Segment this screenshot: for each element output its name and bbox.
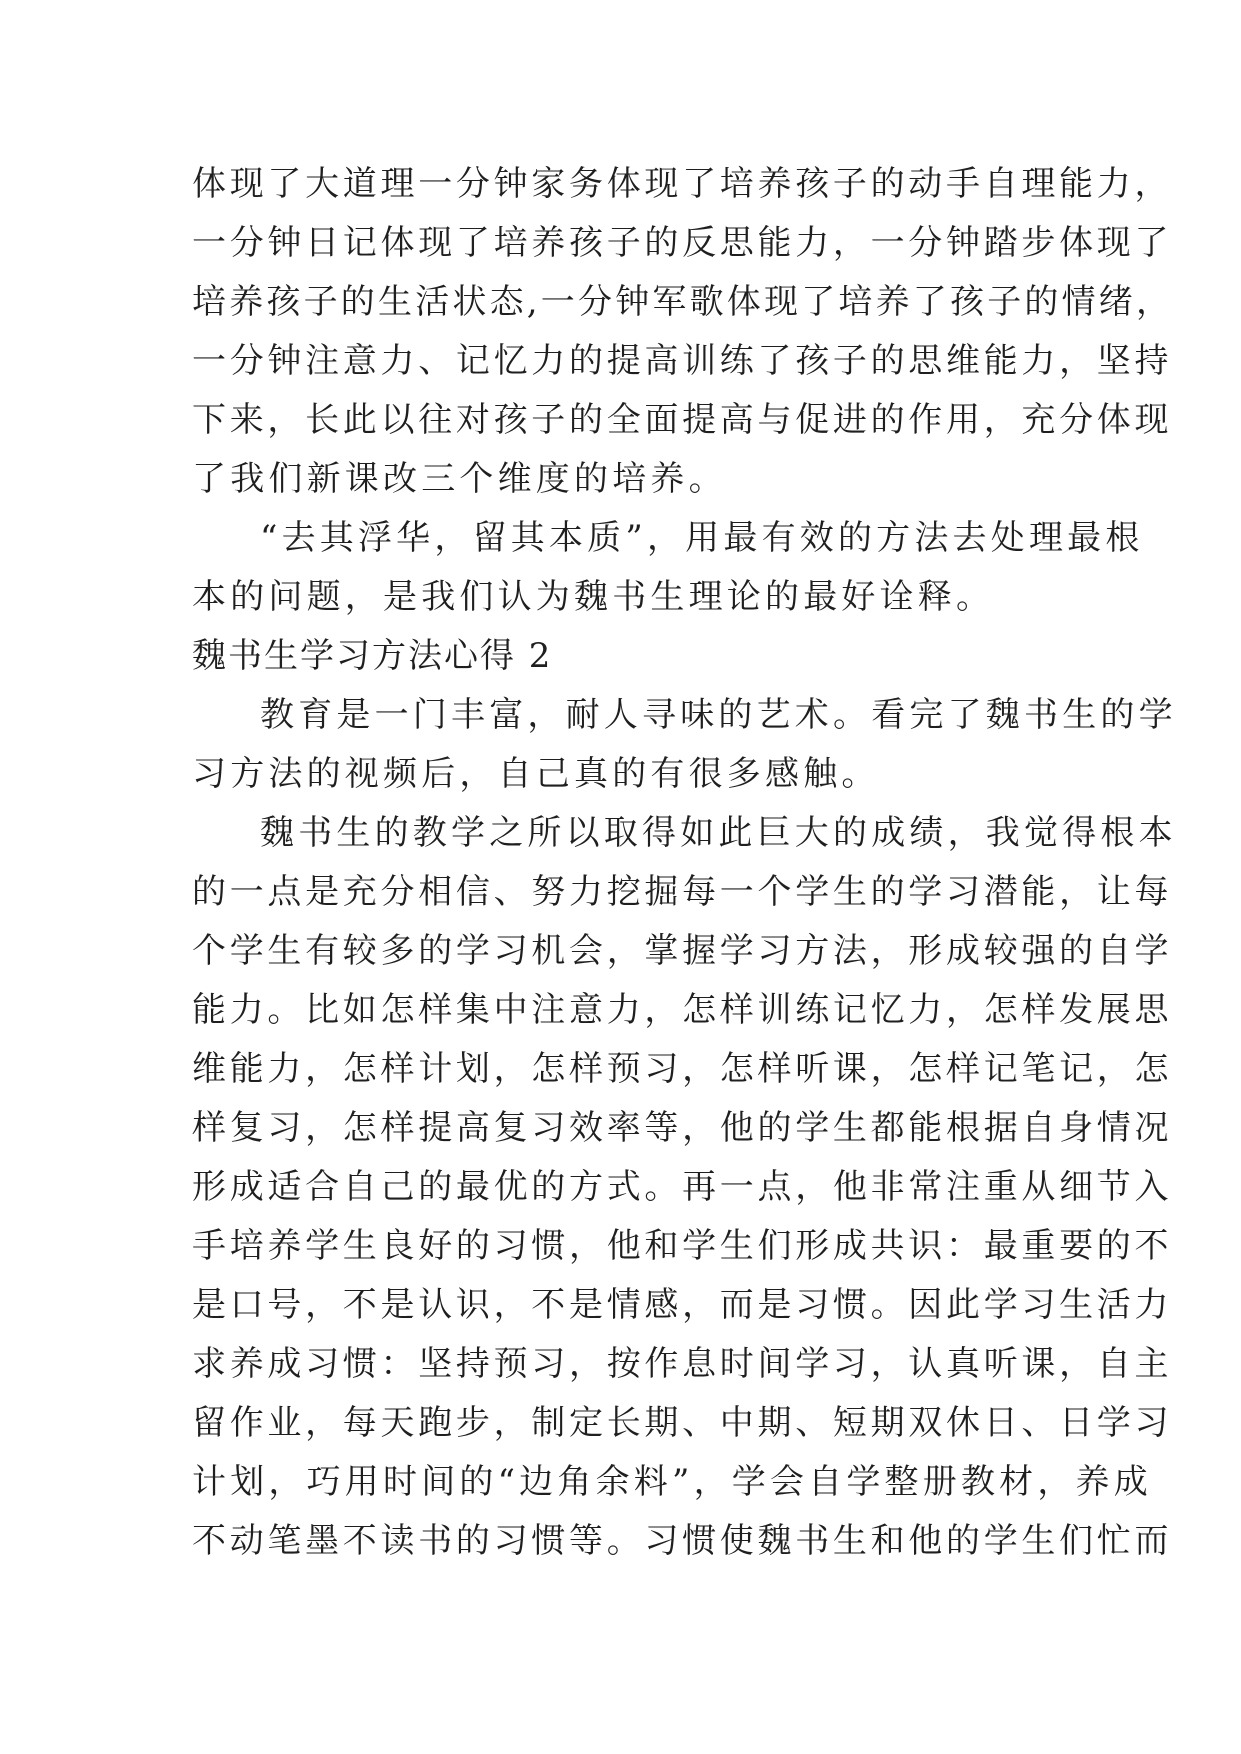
text-line: 能力。比如怎样集中注意力，怎样训练记忆力，怎样发展思 <box>192 990 1173 1030</box>
text-line: 体现了大道理一分钟家务体现了培养孩子的动手自理能力， <box>192 164 1173 204</box>
text-line: 本的问题，是我们认为魏书生理论的最好诠释。 <box>192 577 995 617</box>
text-line: 一分钟日记体现了培养孩子的反思能力，一分钟踏步体现了 <box>192 223 1173 263</box>
text-line: 魏书生的教学之所以取得如此巨大的成绩，我觉得根本 <box>260 813 1177 853</box>
text-line: 计划，巧用时间的“边角余料”，学会自学整册教材，养成 <box>192 1462 1152 1502</box>
text-line: 样复习，怎样提高复习效率等，他的学生都能根据自身情况 <box>192 1108 1173 1148</box>
text-line: 求养成习惯：坚持预习，按作息时间学习，认真听课，自主 <box>192 1344 1173 1384</box>
text-line: 不动笔墨不读书的习惯等。习惯使魏书生和他的学生们忙而 <box>192 1521 1173 1561</box>
text-line: 是口号，不是认识，不是情感，而是习惯。因此学习生活力 <box>192 1285 1173 1325</box>
text-line: 培养孩子的生活状态,一分钟军歌体现了培养了孩子的情绪， <box>192 282 1174 322</box>
text-line: 手培养学生良好的习惯，他和学生们形成共识：最重要的不 <box>192 1226 1173 1266</box>
text-line: “去其浮华，留其本质”，用最有效的方法去处理最根 <box>260 518 1144 558</box>
text-line: 教育是一门丰富，耐人寻味的艺术。看完了魏书生的学 <box>260 695 1177 735</box>
text-line: 一分钟注意力、记忆力的提高训练了孩子的思维能力，坚持 <box>192 341 1173 381</box>
text-line: 留作业，每天跑步，制定长期、中期、短期双休日、日学习 <box>192 1403 1173 1443</box>
text-line: 下来，长此以往对孩子的全面提高与促进的作用，充分体现 <box>192 400 1173 440</box>
text-line: 习方法的视频后，自己真的有很多感触。 <box>192 754 880 794</box>
section-heading: 魏书生学习方法心得 2 <box>192 636 553 676</box>
text-line: 形成适合自己的最优的方式。再一点，他非常注重从细节入 <box>192 1167 1173 1207</box>
text-line: 维能力，怎样计划，怎样预习，怎样听课，怎样记笔记，怎 <box>192 1049 1173 1089</box>
text-line: 了我们新课改三个维度的培养。 <box>192 459 727 499</box>
text-line: 个学生有较多的学习机会，掌握学习方法，形成较强的自学 <box>192 931 1173 971</box>
text-line: 的一点是充分相信、努力挖掘每一个学生的学习潜能，让每 <box>192 872 1173 912</box>
